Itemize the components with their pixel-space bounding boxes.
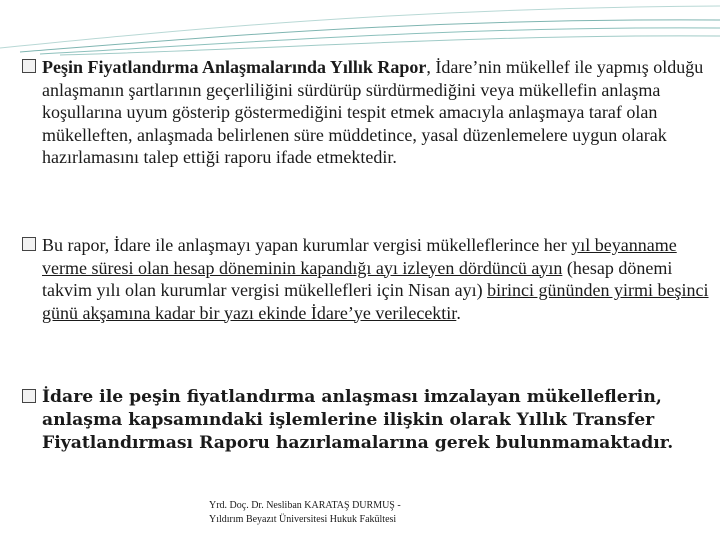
paragraph-text: , İdare’nin mükellef ile yapmış olduğu anlaşmanın şartlarının geçerliliğini sürdürüp sürdürmediğini veya mükellefin anlaşma koşullarına uyum gösterip göstermediğini tespit etmek amacıyla anlaşmaya taraf olan mükelleften, anlaşmada belirlenen süre müddetince, yasal düzenlemelere uygun olarak hazırlamasını talep ettiği raporu ifade etmektedir. [42, 57, 704, 167]
bullet-icon [22, 59, 36, 73]
decorative-swoosh-lines [0, 0, 720, 60]
paragraph-submission-deadline [22, 234, 712, 324]
bullet-icon [22, 389, 36, 403]
footer-author-line: Yrd. Doç. Dr. Nesliban KARATAŞ DURMUŞ - [209, 500, 401, 511]
paragraph-title: Peşin Fiyatlandırma Anlaşmalarında Yıllık Rapor [42, 57, 427, 77]
bullet-icon [22, 237, 36, 251]
text-segment: . [456, 302, 461, 323]
text-segment: (hesap dönemi takvim yılı olan kurumlar vergisi mükellefleri için Nisan ayı) [42, 257, 673, 300]
paragraph-annual-report-definition [22, 56, 712, 169]
underlined-text-segment: yıl beyanname verme süresi olan hesap döneminin kapandığı ayı izleyen dördüncü ayın [42, 235, 677, 278]
author-footer [209, 499, 401, 527]
paragraph-no-report-required [22, 386, 712, 455]
footer-institution-line: Yıldırım Beyazıt Üniversitesi Hukuk Fakültesi [209, 514, 397, 525]
paragraph-body: İdare ile peşin fiyatlandırma anlaşması imzalayan mükelleflerin, anlaşma kapsamındaki işlemlerine ilişkin olarak Yıllık Transfer Fiyatlandırması Raporu hazırlamalarına gerek bulunmamaktadır. [42, 387, 674, 453]
paragraph-body [42, 234, 712, 324]
paragraph-body [42, 56, 712, 169]
text-segment: Bu rapor, İdare ile anlaşmayı yapan kurumlar vergisi mükelleflerince her [42, 235, 572, 255]
underlined-text-segment: birinci gününden yirmi beşinci günü akşamına kadar bir yazı ekinde İdare’ye verilecektir [42, 280, 709, 323]
